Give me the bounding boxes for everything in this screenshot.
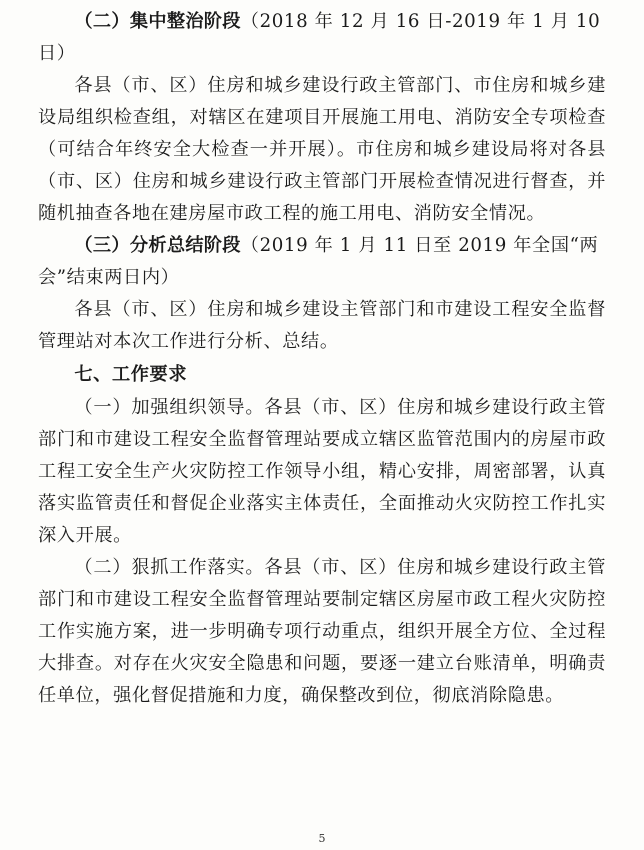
section-2-paragraph: 各县（市、区）住房和城乡建设行政主管部门、市住房和城乡建设局组织检查组，对辖区在建项目开展施工用电、消防安全专项检查（可结合年终安全大检查一并开展）。市住房和城乡建设局将对各县（市、区）住房和城乡建设行政主管部门开展检查情况进行督查，并随机抽查各地在建房屋市政工程的施工用电、消防安全情况。 [38,75,606,224]
section-2-heading [38,6,606,70]
section-3-heading [38,230,606,294]
section-2-title: （二）集中整治阶段 [74,11,241,32]
section-3-date-range: （2019 年 1 月 11 日至 2019 年全国“两会”结束两日内） [38,235,599,288]
page-number: 5 [318,832,326,845]
requirement-item-2: （二）狠抓工作落实。各县（市、区）住房和城乡建设行政主管部门和市建设工程安全监督管理站要制定辖区房屋市政工程火灾防控工作实施方案，进一步明确专项行动重点，组织开展全方位、全过程大排查。对存在火灾安全隐患和问题，要逐一建立台账清单，明确责任单位，强化督促措施和力度，确保整改到位，彻底消除隐患。 [38,557,606,706]
requirement-item-1: （一）加强组织领导。各县（市、区）住房和城乡建设行政主管部门和市建设工程安全监督管理站要成立辖区监管范围内的房屋市政工程工安全生产火灾防控工作领导小组，精心安排，周密部署，认真落实监管责任和督促企业落实主体责任，全面推动火灾防控工作扎实深入开展。 [38,397,606,546]
section-3-paragraph: 各县（市、区）住房和城乡建设主管部门和市建设工程安全监督管理站对本次工作进行分析、总结。 [38,299,606,352]
document-body [38,6,606,712]
section-2-date-range: （2018 年 12 月 16 日-2019 年 1 月 10 日） [38,11,601,64]
section-3-title: （三）分析总结阶段 [74,235,241,256]
chapter-7-heading: 七、工作要求 [74,364,188,385]
